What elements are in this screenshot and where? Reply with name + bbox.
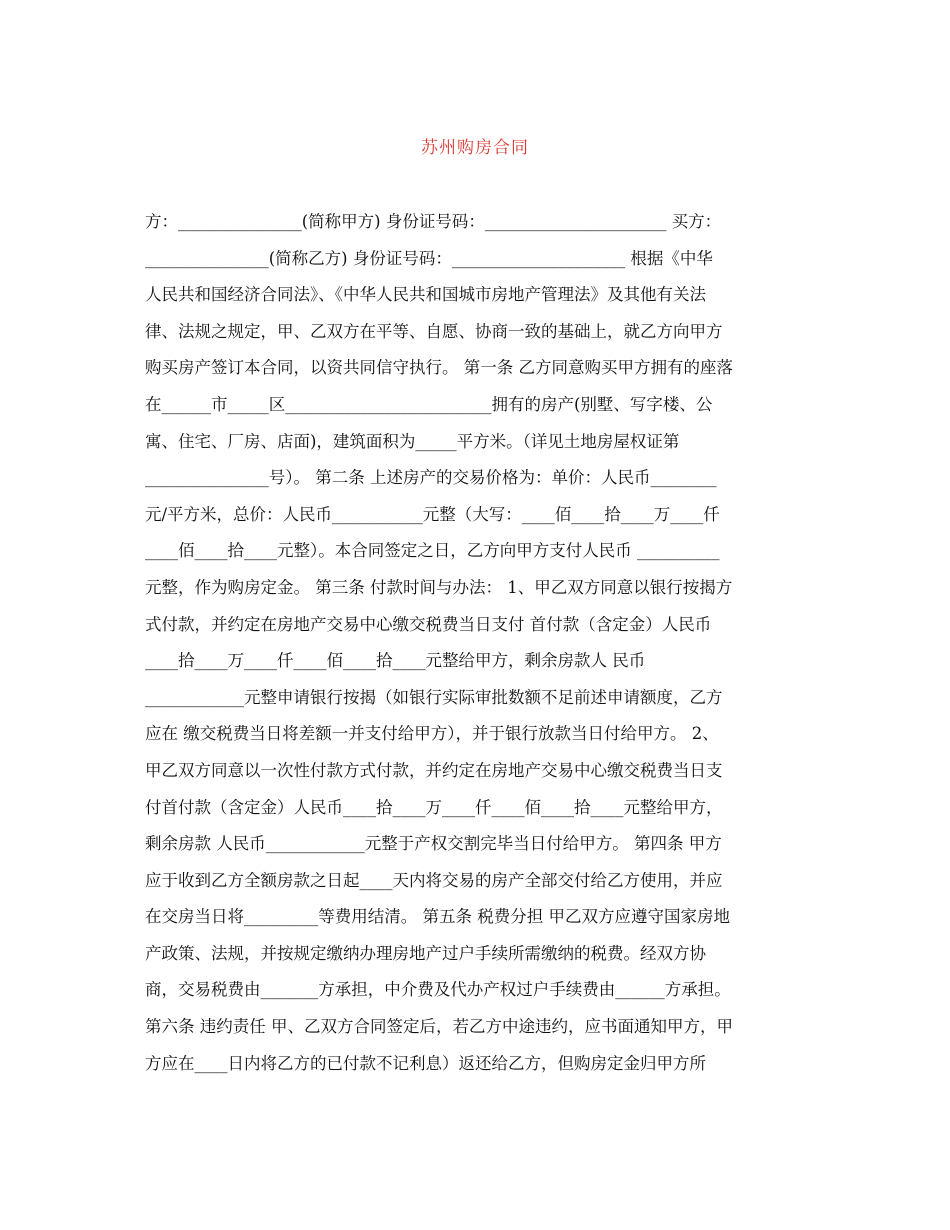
contract-text-line: _______________(简称乙方) 身份证号码：_____________________ 根据《中华 [145, 248, 713, 268]
contract-text-line: 在______市_____区_________________________拥有的房产(别墅、写字楼、公 [145, 394, 713, 414]
contract-text-line: 购买房产签订本合同，以资共同信守执行。 第一条 乙方同意购买甲方拥有的座落 [145, 358, 733, 378]
contract-text-line: 元/平方米，总价：人民币___________元整（大写：____佰____拾____万____仟 [145, 504, 720, 524]
contract-body [145, 204, 805, 1082]
contract-text-line: ____佰____拾____元整）。本合同签定之日，乙方向甲方支付人民币 __________ [145, 541, 720, 561]
contract-text-line: 付首付款（含定金）人民币____拾____万____仟____佰____拾____元整给甲方， [145, 797, 723, 817]
contract-text-line: 第六条 违约责任 甲、乙双方合同签定后，若乙方中途违约，应书面通知甲方，甲 [145, 1017, 733, 1037]
contract-text-line: 商，交易税费由_______方承担，中介费及代办产权过户手续费由______方承担。 [145, 980, 731, 1000]
contract-text-line: _______________号）。 第二条 上述房产的交易价格为：单价：人民币________ [145, 468, 717, 488]
contract-text-line: 产政策、法规，并按规定缴纳办理房地产过户手续所需缴纳的税费。经双方协 [145, 943, 706, 963]
contract-text-line: 应于收到乙方全额房款之日起____天内将交易的房产全部交付给乙方使用，并应 [145, 870, 723, 890]
contract-text-line: 元整，作为购房定金。 第三条 付款时间与办法： 1、甲乙双方同意以银行按揭方 [145, 577, 733, 597]
contract-text-line: 律、法规之规定，甲、乙双方在平等、自愿、协商一致的基础上，就乙方向甲方 [145, 321, 723, 341]
contract-text-line: 甲乙双方同意以一次性付款方式付款，并约定在房地产交易中心缴交税费当日支 [145, 760, 723, 780]
contract-text-line: 寓、住宅、厂房、店面)，建筑面积为_____平方米。（详见土地房屋权证第 [145, 431, 680, 451]
contract-text-line: 方应在____日内将乙方的已付款不记利息）返还给乙方，但购房定金归甲方所 [145, 1053, 706, 1073]
contract-text-line: 剩余房款 人民币____________元整于产权交割完毕当日付给甲方。 第四条 甲方 [145, 834, 722, 854]
contract-text-line: 在交房当日将_________等费用结清。 第五条 税费分担 甲乙双方应遵守国家房地 [145, 907, 730, 927]
contract-text-line: ____________元整申请银行按揭（如银行实际审批数额不足前述申请额度，乙方 [145, 687, 723, 707]
contract-text-line: 方：_______________(简称甲方) 身份证号码：______________________ 买方： [145, 212, 722, 231]
contract-text-line: 应在 缴交税费当日将差额一并支付给甲方），并于银行放款当日付给甲方。 2、 [145, 724, 719, 744]
contract-text-line: ____拾____万____仟____佰____拾____元整给甲方，剩余房款人 民币 [145, 651, 646, 671]
contract-text-line: 人民共和国经济合同法》、《中华人民共和国城市房地产管理法》及其他有关法 [145, 285, 706, 305]
document-title: 苏州购房合同 [421, 138, 529, 158]
contract-text-line: 式付款，并约定在房地产交易中心缴交税费当日支付 首付款（含定金）人民币 [145, 614, 712, 634]
